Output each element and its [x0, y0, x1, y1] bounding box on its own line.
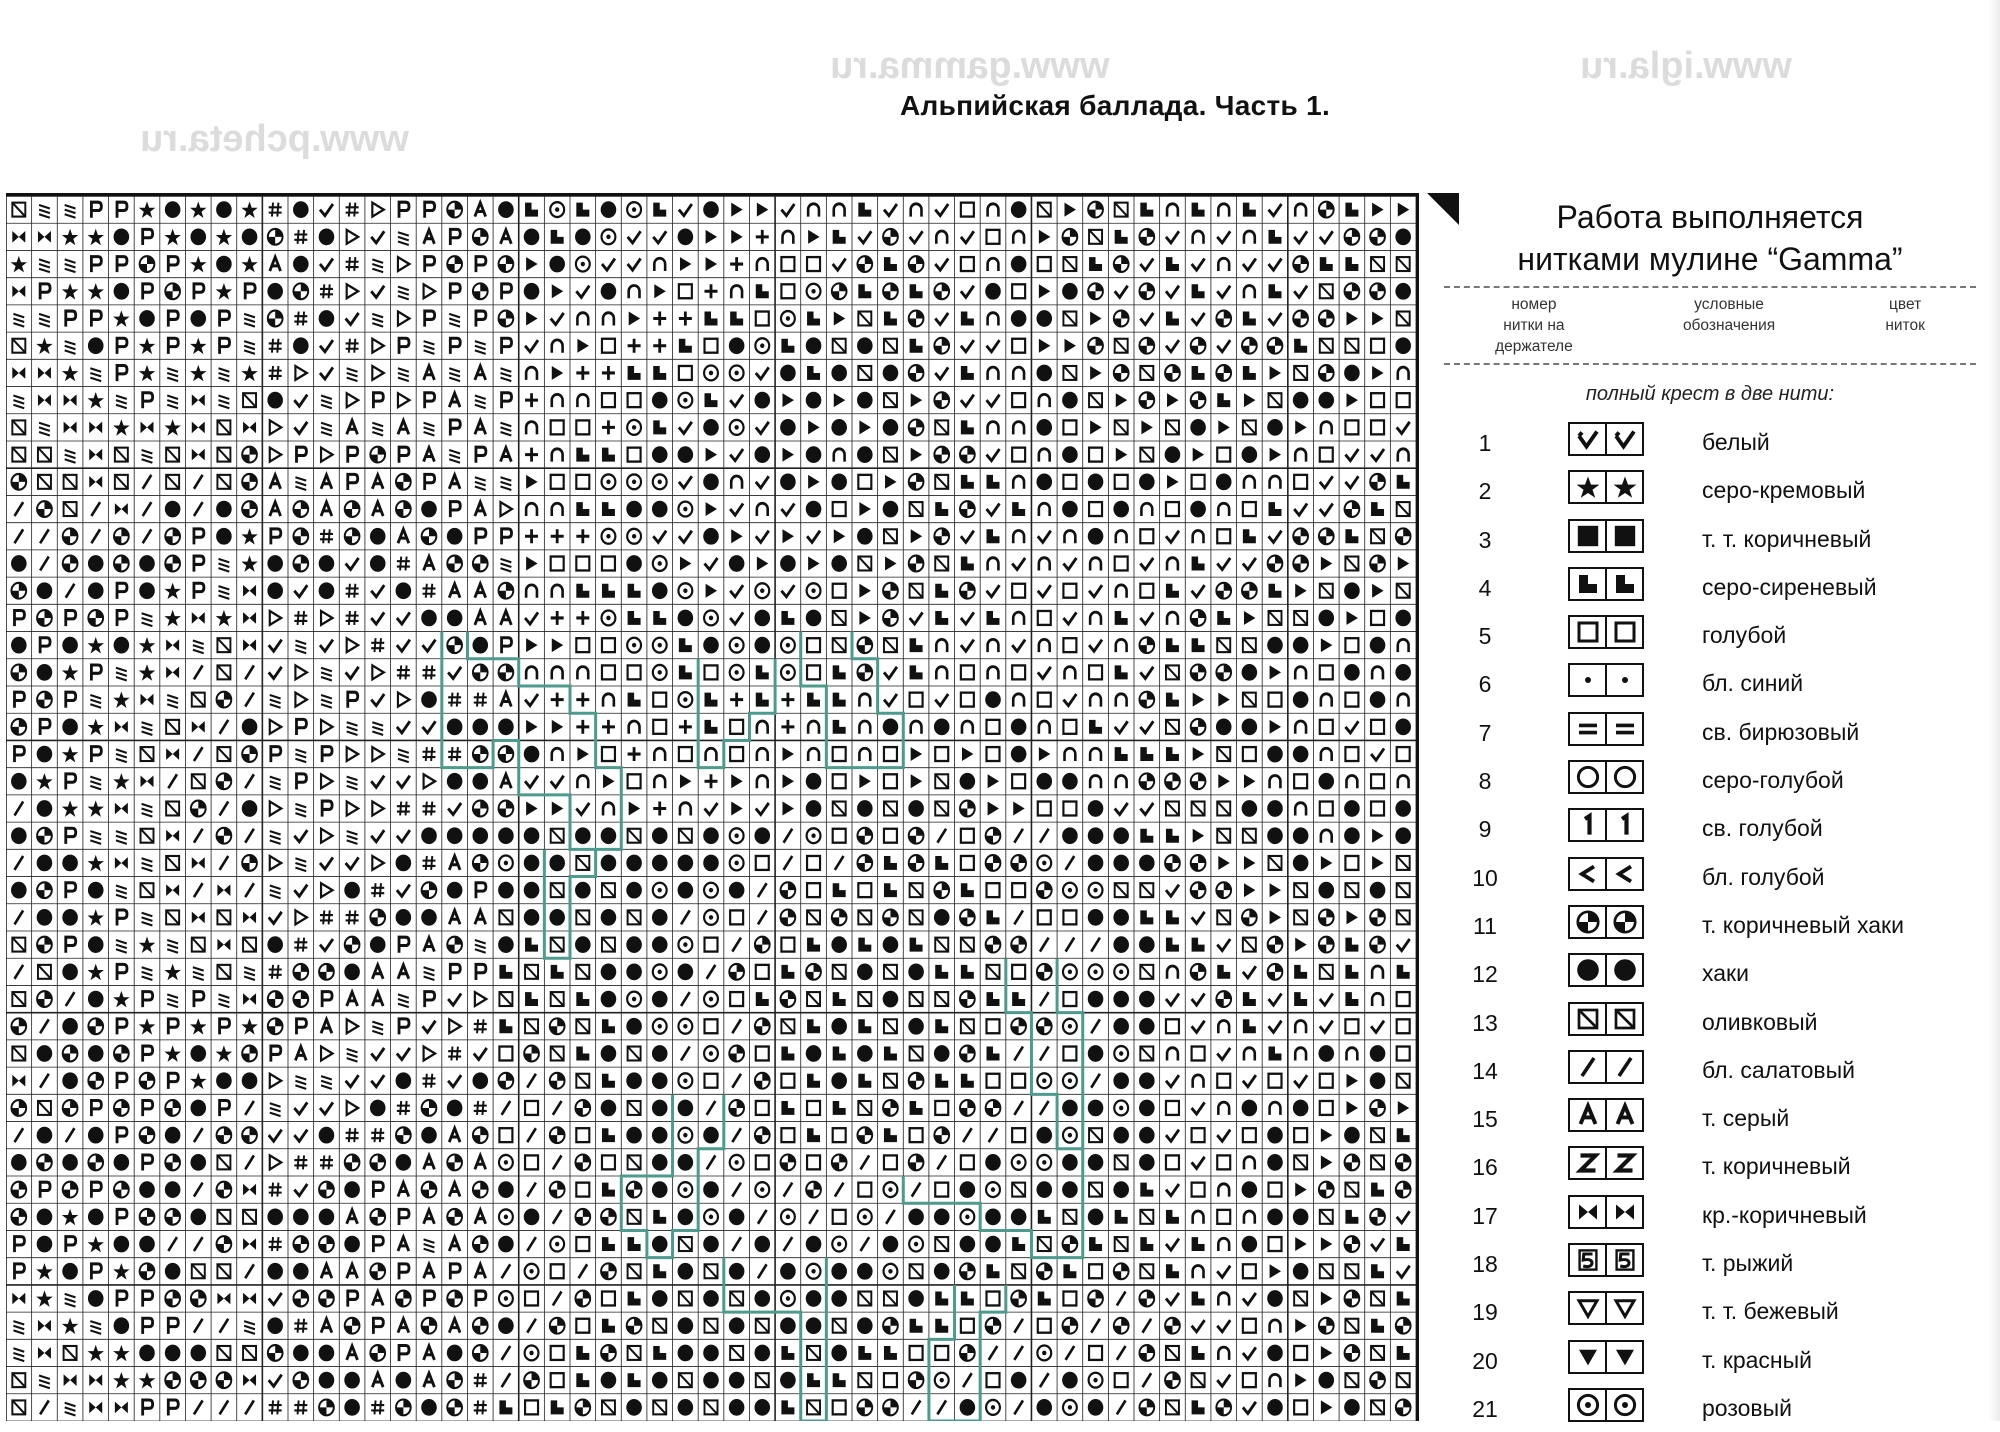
triangle-down-outline-icon — [1568, 1291, 1644, 1325]
legend-rows — [1440, 418, 1980, 1432]
bleed-through-url-2: www.gamma.ru — [830, 45, 1110, 87]
legend-row-color-name: т. коричневый — [1702, 1153, 1851, 1180]
legend-row-number: 16 — [1472, 1154, 1498, 1181]
legend-row-color-name: бл. салатовый — [1702, 1056, 1856, 1083]
legend-row — [1440, 466, 1980, 514]
corner-filled-icon — [1568, 567, 1644, 601]
legend-row-color-name: бл. голубой — [1702, 863, 1825, 890]
equals-icon — [1568, 712, 1644, 746]
legend-row-number: 6 — [1478, 671, 1492, 698]
page-title: Альпийская баллада. Часть 1. — [900, 90, 1331, 121]
legend-row — [1440, 1336, 1980, 1384]
legend-title: Работа выполняется нитками мулине “Gamma” — [1517, 199, 1903, 277]
thread-legend — [1440, 196, 1980, 1432]
legend-header-symbol: условные обозначения — [1682, 296, 1776, 334]
legend-header-color: цвет ниток — [1885, 296, 1925, 334]
legend-row — [1440, 1384, 1980, 1432]
legend-row-color-name: т. серый — [1702, 1105, 1790, 1132]
legend-row-color-name: серо-сиреневый — [1702, 573, 1877, 600]
legend-row — [1440, 563, 1980, 611]
less-than-icon — [1568, 857, 1644, 891]
legend-row — [1440, 1142, 1980, 1190]
legend-row-number: 19 — [1472, 1299, 1498, 1326]
legend-divider-top — [1444, 286, 1976, 288]
legend-header — [1440, 294, 1980, 357]
legend-row-color-name: белый — [1702, 429, 1770, 455]
legend-row-color-name: т. т. бежевый — [1702, 1298, 1839, 1325]
legend-row — [1440, 998, 1980, 1046]
legend-row — [1440, 853, 1980, 901]
legend-subtitle: полный крест в две нити: — [1585, 383, 1835, 405]
legend-row-number: 5 — [1478, 623, 1492, 650]
legend-row-number: 8 — [1478, 768, 1492, 795]
legend-row-number: 15 — [1472, 1106, 1498, 1133]
bleed-through-url-3: www.igla.ru — [1580, 45, 1792, 87]
one-icon — [1568, 808, 1644, 842]
legend-row-color-name: св. бирюзовый — [1702, 718, 1860, 745]
legend-row-color-name: т. т. коричневый — [1702, 525, 1872, 552]
legend-row-number: 12 — [1472, 961, 1498, 988]
legend-row-number: 14 — [1472, 1057, 1498, 1084]
square-outline-icon — [1568, 615, 1644, 649]
slash-icon — [1568, 1050, 1644, 1084]
legend-row — [1440, 418, 1980, 466]
legend-header-number: номер нитки на держателе — [1495, 296, 1573, 355]
legend-row-color-name: серо-голубой — [1702, 767, 1844, 794]
legend-row — [1440, 756, 1980, 804]
diag-box-icon — [1568, 1002, 1644, 1036]
legend-row — [1440, 611, 1980, 659]
dot-icon — [1568, 663, 1644, 697]
legend-row — [1440, 901, 1980, 949]
legend-row-color-name: голубой — [1702, 622, 1787, 649]
legend-row-color-name: св. голубой — [1702, 815, 1823, 842]
legend-row-color-name: т. коричневый хаки — [1702, 911, 1904, 938]
legend-row-number: 13 — [1472, 1009, 1498, 1036]
legend-row-number: 4 — [1478, 574, 1492, 601]
legend-row-color-name: оливковый — [1702, 1008, 1818, 1035]
dot-circle-icon — [1568, 1388, 1644, 1422]
legend-row — [1440, 949, 1980, 997]
square-filled-icon — [1568, 519, 1644, 553]
legend-row — [1440, 708, 1980, 756]
legend-row-color-name: т. красный — [1702, 1346, 1812, 1373]
letter-a-icon — [1568, 1098, 1644, 1132]
cross-stitch-chart — [6, 193, 1419, 1421]
legend-row-number: 11 — [1473, 912, 1497, 939]
bleed-through-url-1: www.pcheta.ru — [140, 118, 409, 160]
legend-row — [1440, 1191, 1980, 1239]
legend-row-color-name: т. рыжий — [1702, 1250, 1794, 1277]
legend-row-number: 21 — [1472, 1395, 1498, 1422]
chart-symbols — [11, 201, 1411, 1415]
legend-row-number: 18 — [1472, 1251, 1498, 1278]
bowtie-icon — [1568, 1195, 1644, 1229]
legend-row — [1440, 804, 1980, 852]
star-icon — [1568, 470, 1644, 504]
legend-row-number: 10 — [1472, 864, 1498, 891]
legend-row — [1440, 1046, 1980, 1094]
legend-row-color-name: розовый — [1702, 1394, 1793, 1421]
triangle-down-filled-icon — [1568, 1340, 1644, 1374]
legend-row-color-name: кр.-коричневый — [1702, 1201, 1867, 1228]
legend-row-color-name: серо-кремовый — [1702, 477, 1866, 504]
legend-row-number: 2 — [1478, 478, 1492, 505]
page-edge — [1988, 0, 2000, 1421]
letter-z-icon — [1568, 1146, 1644, 1180]
legend-row-number: 3 — [1478, 526, 1492, 553]
legend-row-number: 7 — [1478, 719, 1492, 746]
legend-row-color-name: хаки — [1702, 960, 1749, 987]
legend-row — [1440, 1287, 1980, 1335]
check-hook-icon — [1568, 422, 1644, 456]
legend-divider-bottom — [1444, 363, 1976, 365]
legend-row — [1440, 1094, 1980, 1142]
disc-icon — [1568, 953, 1644, 987]
legend-row-number: 20 — [1472, 1347, 1498, 1374]
legend-row-number: 9 — [1478, 816, 1492, 843]
legend-row — [1440, 659, 1980, 707]
half-disc-icon — [1568, 905, 1644, 939]
five-icon — [1568, 1243, 1644, 1277]
legend-row-color-name: бл. синий — [1702, 670, 1804, 697]
circle-outline-icon — [1568, 760, 1644, 794]
legend-row — [1440, 515, 1980, 563]
legend-row-number: 17 — [1472, 1202, 1498, 1229]
legend-row-number: 1 — [1478, 430, 1492, 456]
legend-row — [1440, 1239, 1980, 1287]
